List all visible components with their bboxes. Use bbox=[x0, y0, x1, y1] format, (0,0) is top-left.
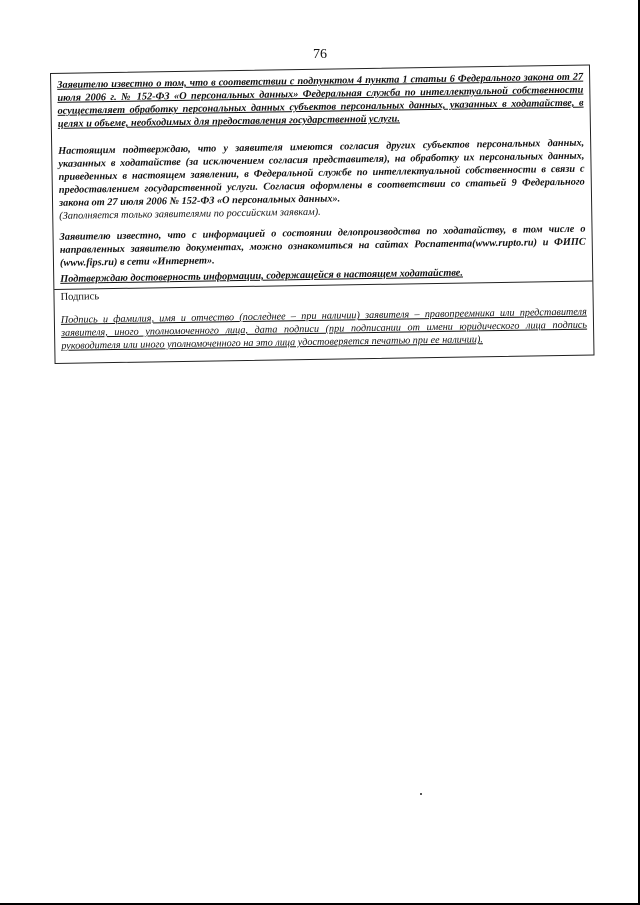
declaration-box bbox=[50, 65, 595, 364]
signature-label: Подпись bbox=[60, 291, 100, 303]
status-info-section bbox=[53, 218, 592, 274]
personal-data-notice-text: Заявителю известно о том, что в соответствии с подпунктом 4 пункта 1 статьи 6 Федерального закона от 27 июля 2006 г. № 152-ФЗ «О персональных данных» Федеральная служба по интеллектуальной собственности осуществляет обработку персональных данных субъектов персональных данных, указанных в ходатайстве, в целях и объеме, необходимых для предоставления государственной услуги. bbox=[57, 71, 584, 130]
consent-note: (Заполняется только заявителями по российским заявкам). bbox=[59, 206, 321, 222]
signature-note: Подпись и фамилия, имя и отчество (последнее – при наличии) заявителя – правопреемника или представителя заявителя, иного уполномоченного лица, дата подписи (при подписании от имени юридического лица подпись руководителя или иного уполномоченного на это лица удостоверяется печатью при ее наличии). bbox=[60, 306, 588, 352]
status-info-text: Заявителю известно, что с информацией о состоянии делопроизводства по ходатайству, в том числе о направленных заявителю документах, можно ознакомиться на сайтах Роспатента(www.rupto.ru) и ФИПС (www.fips.ru) в сети «Интернет». bbox=[59, 223, 586, 269]
scan-speck bbox=[420, 793, 422, 795]
personal-data-notice bbox=[51, 66, 590, 135]
page-number: 76 bbox=[313, 47, 327, 62]
confirm-statement: Подтверждаю достоверность информации, содержащейся в настоящем ходатайстве. bbox=[54, 266, 592, 290]
consent-statement-text: Настоящим подтверждаю, что у заявителя имеются согласия других субъектов персональных данных, указанных в ходатайстве (за исключением согласия представителя), на обработку их персональных данных, приведенных в настоящем заявлении, в Федеральной службе по интеллектуальной собственности в связи с предоставлением государственной услуги. Согласия оформлены в соответствии со статьей 9 Федерального закона от 27 июля 2006 № 152-ФЗ «О персональных данных». bbox=[58, 137, 585, 209]
consent-section bbox=[52, 132, 591, 227]
